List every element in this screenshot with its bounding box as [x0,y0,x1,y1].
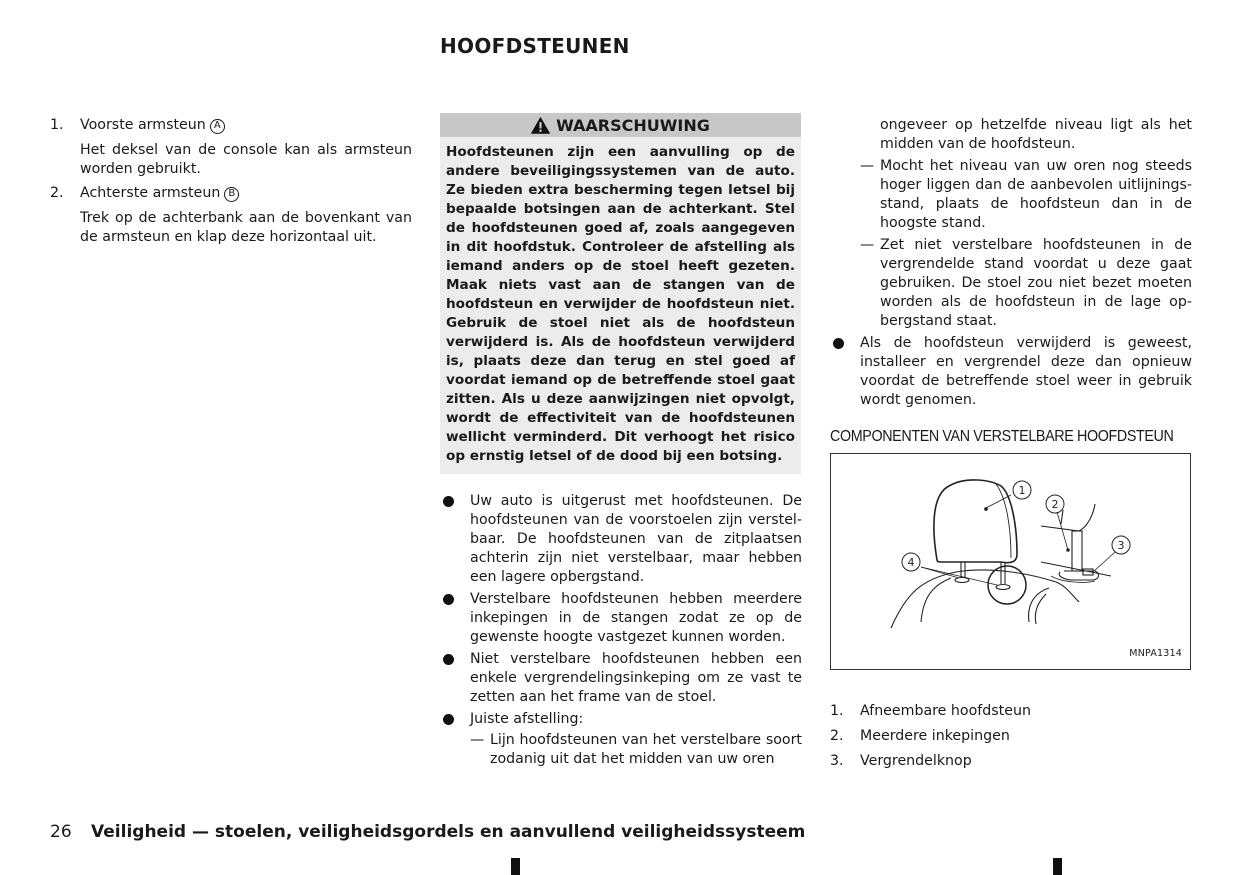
item-label: Achterste armsteun [80,185,221,201]
callout-2: 2 [1051,498,1059,511]
bullet-item: Verstelbare hoofdsteunen hebben meerdere inkepingen in de stangen zodat ze op de gewenste hoogte vastgezet kunnen worden. [440,590,802,647]
bullet-dot-icon [443,496,454,507]
armrest-item-rear [50,184,412,247]
callout-4: 4 [907,556,915,569]
figure-code: MNPA1314 [1129,648,1182,659]
item-number: 1. [50,117,64,133]
left-column [50,116,412,247]
bullet-item: Als de hoofdsteun verwijderd is geweest, installeer en vergrendel deze dan opnieuw voordat de betreffende stoel weer in gebruik wordt genomen. [830,334,1192,410]
right-column [830,116,1192,777]
dash-item: — Lijn hoofdsteunen van het verstelbare soort zodanig uit dat het midden van uw oren [470,732,802,767]
legend-item: 3. Vergrendelknop [830,753,972,769]
dash-list [830,157,1192,331]
callout-3: 3 [1117,539,1125,552]
warning-header [440,113,801,137]
bullet-item: Niet verstelbare hoofdsteunen hebben een enkele vergrendelingsinkeping om ze vast te zetten aan het frame van de stoel. [440,650,802,707]
dash-icon: — [860,237,875,253]
page-title: HOOFDSTEUNEN [440,34,630,58]
item-number: 2. [50,185,64,201]
crop-mark-left [511,858,520,875]
middle-column [440,113,802,772]
chapter-title: Veiligheid — stoelen, veiligheidsgordels en aanvullend veiligheidssysteem [91,822,806,842]
bullet-item: Uw auto is uitgerust met hoofdsteunen. De hoofdsteunen van de voorstoelen zijn verstelbaar. De hoofdsteunen van de zitplaatsen achterin zijn niet verstelbaar, maar hebben een lagere opbergstand. [440,492,802,587]
armrest-item-front [50,116,412,179]
dash-icon: — [470,732,485,748]
bullet-item: Juiste afstelling: — Lijn hoofdsteunen van het verstelbare soort zodanig uit dat het midden van uw oren [440,710,802,769]
item-description: Trek op de achterbank aan de bovenkant van de armsteun en klap deze horizontaal uit. [80,210,412,245]
callout-1: 1 [1018,484,1026,497]
dash-item-continued: ongeveer op hetzelfde niveau ligt als het midden van de hoofdsteun. [880,117,1192,152]
item-label: Voorste armsteun [80,117,206,133]
headrest-diagram [830,453,1191,670]
headrest-bullets [440,492,802,769]
bullet-dot-icon [443,594,454,605]
figure-legend [830,702,1192,771]
dash-icon: — [860,158,875,174]
bullet-dot-icon [833,338,844,349]
warning-box [440,113,801,474]
legend-item: 1. Afneembare hoofdsteun [830,703,1031,719]
section-heading: COMPONENTEN VAN VERSTELBARE HOOFDSTEUN [830,428,1174,445]
page-footer [50,822,805,842]
dash-item: — Mocht het niveau van uw oren nog steeds hoger liggen dan de aanbevolen uitlijningsstand, plaats de hoofdsteun dan in de hoogste stand. [860,158,1192,231]
bullet-dot-icon [443,714,454,725]
legend-item: 2. Meerdere inkepingen [830,728,1010,744]
page-number: 26 [50,822,72,842]
circled-letter-a-icon: A [210,119,225,134]
circled-letter-b-icon: B [224,187,239,202]
bullet-dot-icon [443,654,454,665]
warning-triangle-icon [531,117,550,134]
crop-mark-right [1053,858,1062,875]
warning-title: WAARSCHUWING [556,115,710,135]
warning-text: Hoofdsteunen zijn een aanvulling op de andere beveiligingssystemen van de auto. Ze bieden extra bescherming tegen letsel bij bepaalde botsingen aan de achterkant. Stel de hoofdsteunen goed af, zoals aangegeven in dit hoofdstuk. Controleer de afstelling als iemand anders op de stoel heeft gezeten. Maak niets vast aan de stangen van de hoofdsteun en verwijder de hoofdsteun niet. Gebruik de stoel niet als de hoofdsteun verwijderd is. Als de hoofdsteun verwijderd is, plaats deze dan terug en stel goed af voordat iemand op de betreffende stoel gaat zitten. Als u deze aanwijzingen niet opvolgt, wordt de effectiviteit van de hoofdsteunen wellicht verminderd. Dit verhoogt het risico op ernstig letsel of de dood bij een botsing. [446,144,795,464]
dash-item: — Zet niet verstelbare hoofdsteunen in de vergrendelde stand voordat u deze gaat gebruiken. De stoel zou niet bezet moeten worden als de hoofdsteun in de lage opbergstand staat. [860,237,1192,329]
item-description: Het deksel van de console kan als armsteun worden gebruikt. [80,142,412,177]
